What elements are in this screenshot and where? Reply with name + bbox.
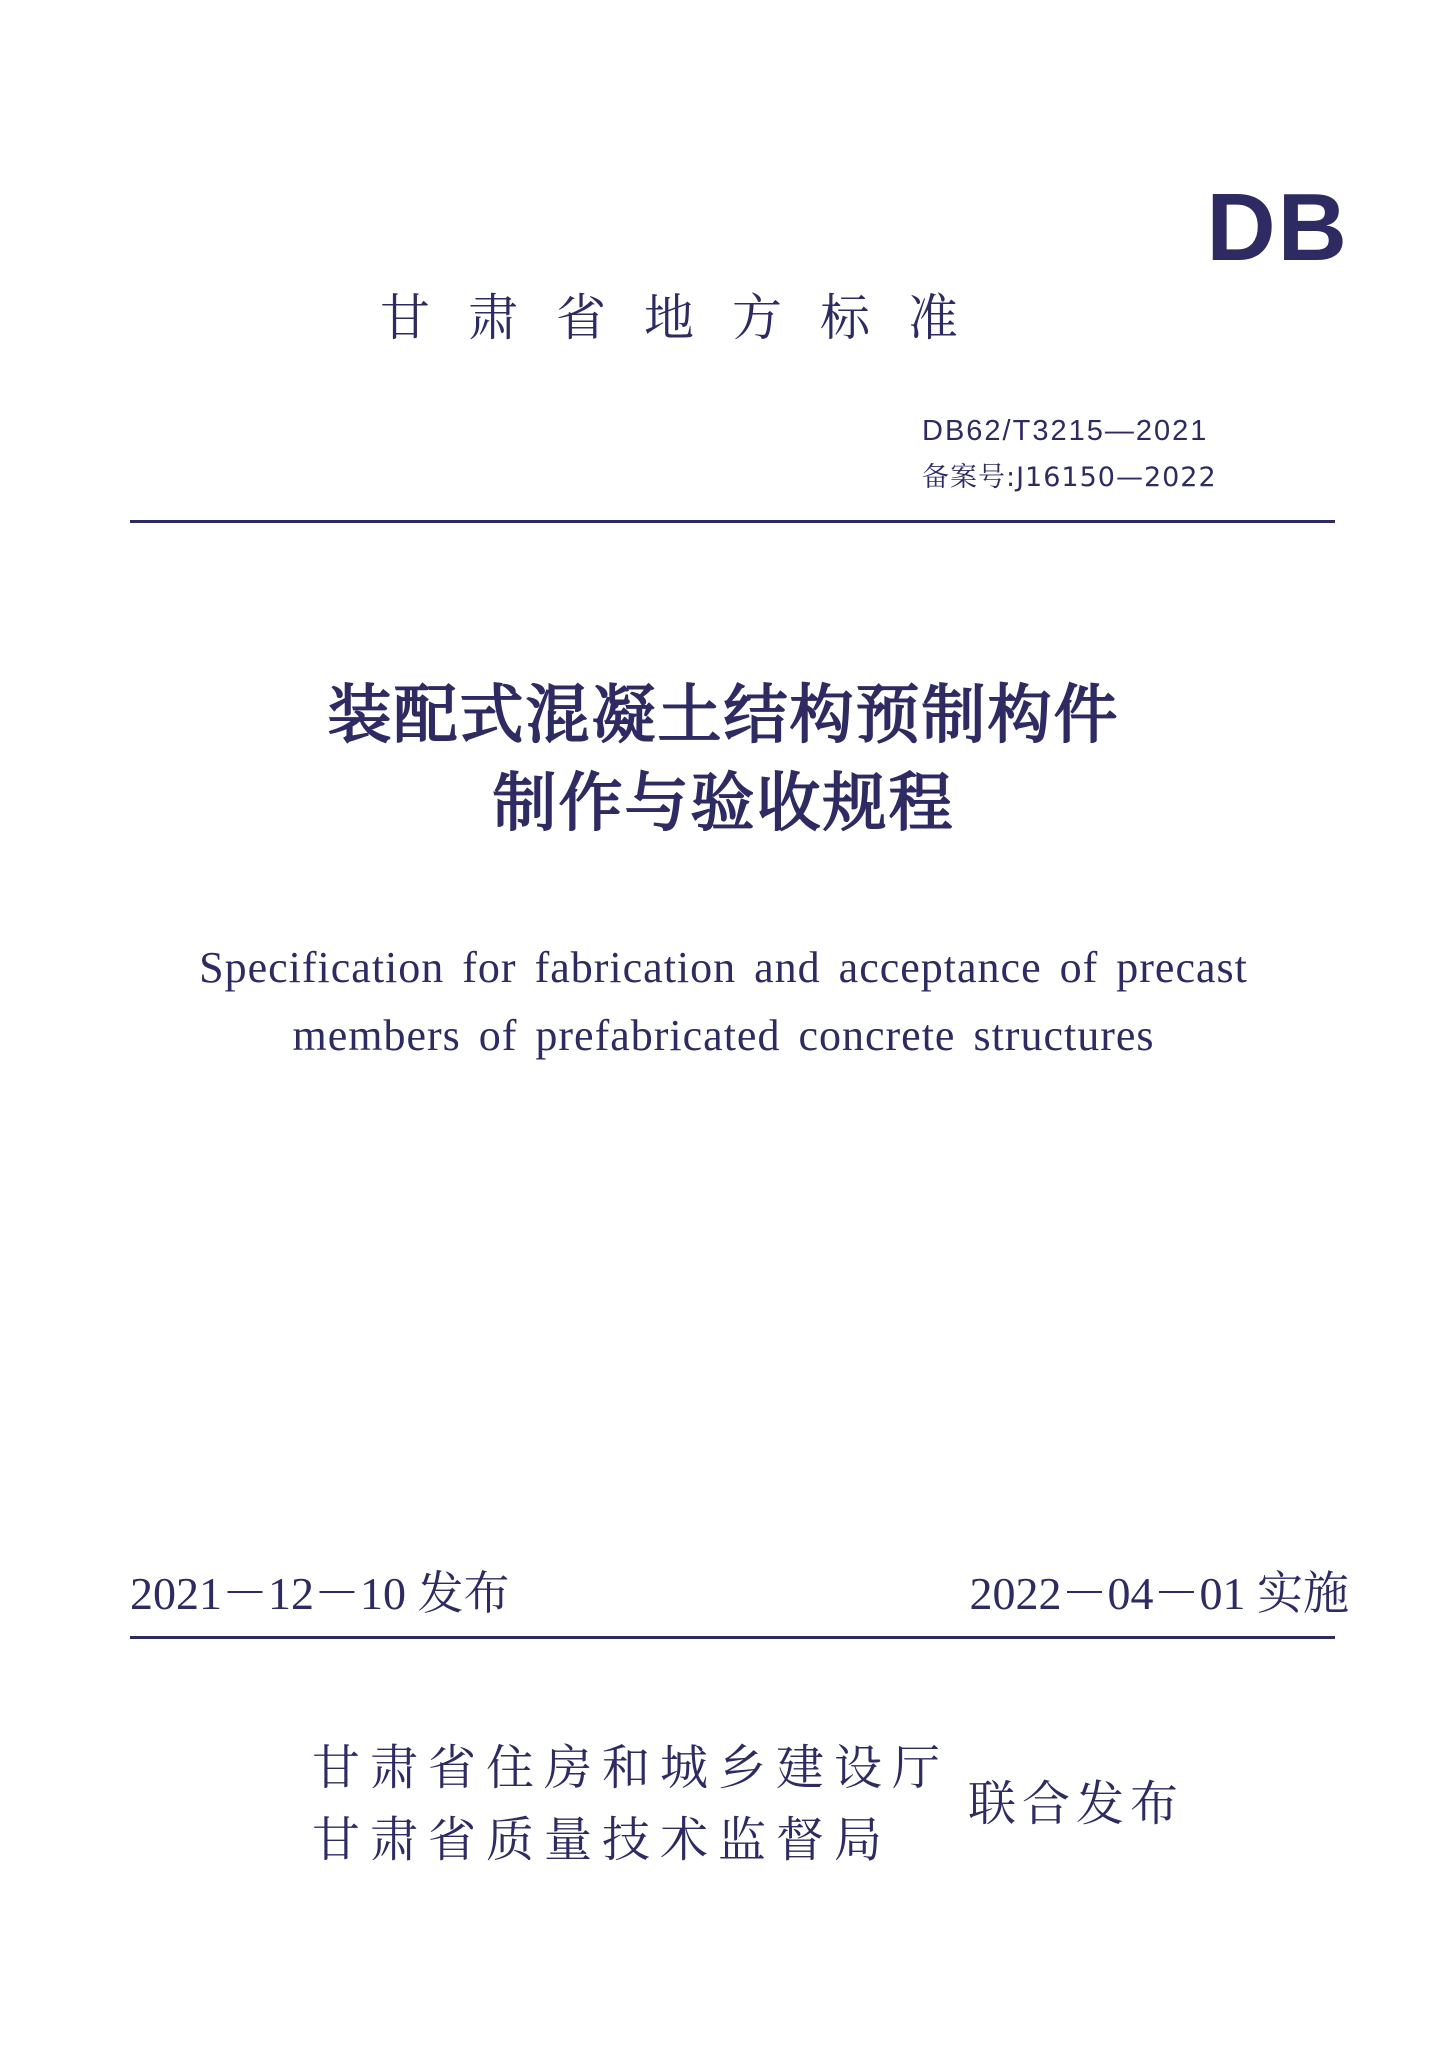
publisher-org-2: 甘肃省质量技术监督局 (312, 1812, 893, 1868)
standard-type-heading: 甘肃省地方标准 (380, 289, 996, 347)
title-en-line-2: members of prefabricated concrete structures (292, 1011, 1155, 1060)
title-en-line-1: Specification for fabrication and acceptance of precast (199, 943, 1248, 992)
top-divider (130, 520, 1335, 523)
standard-code: DB62/T3215—2021 (922, 415, 1209, 447)
bottom-divider (130, 1636, 1335, 1639)
implementation-date: 2022－04－01 实施 (969, 1568, 1349, 1619)
title-cn-line-2: 制作与验收规程 (492, 767, 955, 841)
title-cn-line-1: 装配式混凝土结构预制构件 (327, 679, 1120, 753)
issue-date: 2021－12－10 发布 (130, 1568, 510, 1619)
db-logo: DB (1206, 174, 1349, 281)
joint-publish-label: 联合发布 (968, 1776, 1185, 1832)
record-number: 备案号:J16150—2022 (922, 462, 1217, 493)
publisher-org-1: 甘肃省住房和城乡建设厅 (312, 1740, 951, 1796)
